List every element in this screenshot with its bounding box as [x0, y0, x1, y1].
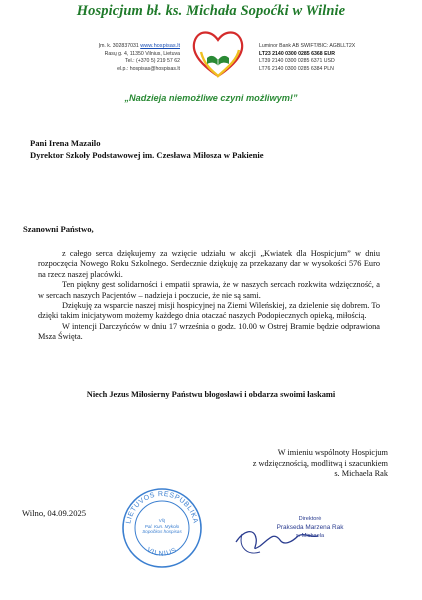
bank-details-block	[259, 43, 409, 73]
iban-usd: LT39 2140 0300 0285 6371 USD	[259, 58, 335, 65]
iban-eur: LT23 2140 0300 0285 6368 EUR	[259, 50, 336, 57]
svg-text:VILNIUS	[145, 547, 178, 558]
recipient-name: Pani Irena Mazailo	[30, 138, 101, 148]
closing-line-1: W imieniu wspólnoty Hospicjum	[277, 448, 388, 457]
phone: Tel.: (+370 5) 219 57 62	[125, 58, 180, 65]
website-link[interactable]: www.hospisas.lt	[140, 43, 180, 49]
stamp-small-text: VšĮ	[158, 518, 166, 523]
paragraph-1: z całego serca dziękujemy za wzięcie udziału w akcji „Kwiatek dla Hospicjum” w dniu rozpoczęcia Nowego Roku Szkolnego. Serdecznie dziękuję za przekazany dar w wysokości 576 Euro na rzecz naszej placówki.	[38, 249, 380, 279]
letter-body	[38, 249, 380, 343]
blessing: Niech Jezus Miłosierny Państwu błogosławi i obdarza swoimi łaskami	[86, 390, 336, 399]
salutation: Szanowni Państwo,	[23, 224, 94, 234]
header-contact-block	[20, 43, 180, 73]
email: el.p.: hospisas@hospisas.lt	[117, 65, 180, 72]
company-code: Įm. k. 302837031 www.hospisas.lt	[98, 43, 180, 49]
paragraph-3: Dziękuję za wsparcie naszej misji hospicyjnej na Ziemi Wileńskiej, za dzielenie się dobrem. To dzięki takim inicjatywom możemy każdego dnia otaczać naszych Podopiecznych opieką, miłością.	[38, 301, 380, 321]
closing-line-3: s. Michaela Rak	[334, 469, 388, 479]
stamp-bottom-text: VILNIUS	[145, 546, 179, 558]
iban-pln: LT76 2140 0300 0285 6384 PLN	[259, 65, 334, 72]
closing-line-2: z wdzięcznością, modlitwą i szacunkiem	[252, 458, 388, 468]
recipient-position: Dyrektor Szkoły Podstawowej im. Czesława Miłosza w Pakienie	[30, 149, 264, 160]
hospice-logo-icon	[187, 22, 249, 84]
bank-name: Luminor Bank AB SWIFT/BIC: AGBLLT2X	[259, 43, 356, 49]
official-stamp-icon	[120, 486, 204, 570]
paragraph-4: W intencji Darczyńców w dniu 17 września o godz. 10.00 w Ostrej Bramie będzie odprawiona Msza Święta.	[38, 321, 380, 342]
address: Rasų g. 4, 11350 Vilnius, Lietuva	[104, 50, 180, 57]
signature-stamp-role: Direktorė	[298, 516, 322, 522]
signature-stamp-sister: s. Michaela	[295, 533, 325, 539]
motto: „Nadzieja niemożliwe czyni możliwym!”	[124, 93, 298, 103]
stamp-top-text: LIETUVOS RESPUBLIKA	[125, 490, 199, 525]
closing-block	[228, 448, 388, 480]
organization-title: Hospicjum bł. ks. Michała Sopoćki w Wilnie	[76, 3, 346, 19]
letter-date: Wilno, 04.09.2025	[22, 508, 87, 518]
stamp-inner-text: Pal. Kun. Mykolo Sopočkos hospisas	[142, 524, 182, 534]
paragraph-2: Ten piękny gest solidarności i empatii sprawia, że w naszych sercach rozkwita wdzięczność, a w sercach naszych Pacjentów – nadzieja i poczucie, że nie są sami.	[38, 280, 380, 300]
signature-stamp	[265, 515, 355, 541]
recipient-block	[30, 138, 264, 161]
signature-stamp-name: Prakseda Marzena Rak	[276, 523, 344, 531]
